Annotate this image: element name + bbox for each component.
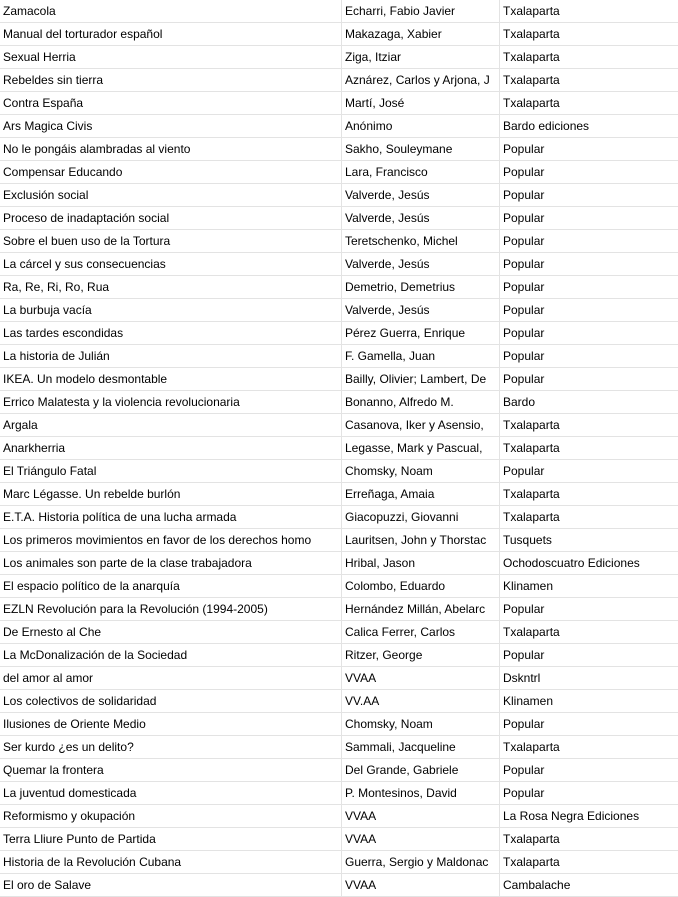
table-row[interactable] [0, 644, 678, 667]
title-cell[interactable]: Manual del torturador español [0, 23, 342, 45]
author-cell[interactable]: Casanova, Iker y Asensio, [342, 414, 500, 436]
title-cell[interactable]: El Triángulo Fatal [0, 460, 342, 482]
table-row[interactable] [0, 805, 678, 828]
publisher-cell[interactable]: Txalaparta [503, 487, 560, 501]
author-cell[interactable]: Hernández Millán, Abelarc [342, 598, 500, 620]
table-row[interactable] [0, 184, 678, 207]
author-cell[interactable]: Lauritsen, John y Thorstac [342, 529, 500, 551]
table-row[interactable] [0, 345, 678, 368]
table-row[interactable] [0, 667, 678, 690]
title-cell[interactable]: Argala [0, 414, 342, 436]
author-cell[interactable]: Echarri, Fabio Javier [342, 0, 500, 22]
table-row[interactable] [0, 529, 678, 552]
author-cell[interactable]: Giacopuzzi, Giovanni [342, 506, 500, 528]
publisher-cell[interactable]: Cambalache [503, 878, 571, 892]
title-cell[interactable]: EZLN Revolución para la Revolución (1994-2005) [0, 598, 342, 620]
publisher-cell[interactable]: Txalaparta [503, 73, 560, 87]
table-row[interactable] [0, 115, 678, 138]
title-cell[interactable]: Los animales son parte de la clase trabajadora [0, 552, 342, 574]
title-cell[interactable]: El espacio político de la anarquía [0, 575, 342, 597]
author-cell[interactable]: Bonanno, Alfredo M. [342, 391, 500, 413]
table-row[interactable] [0, 483, 678, 506]
publisher-cell[interactable]: Klinamen [503, 694, 554, 708]
author-cell[interactable]: VVAA [342, 874, 500, 896]
author-cell[interactable]: Valverde, Jesús [342, 207, 500, 229]
table-row[interactable] [0, 874, 678, 897]
publisher-cell[interactable]: Txalaparta [503, 96, 560, 110]
title-cell[interactable]: Zamacola [0, 0, 342, 22]
author-cell[interactable]: Makazaga, Xabier [342, 23, 500, 45]
publisher-cell[interactable]: Popular [503, 349, 545, 363]
author-cell[interactable]: Ritzer, George [342, 644, 500, 666]
publisher-cell[interactable]: Klinamen [503, 579, 554, 593]
author-cell[interactable]: Martí, José [342, 92, 500, 114]
author-cell[interactable]: Valverde, Jesús [342, 253, 500, 275]
author-cell[interactable]: Anónimo [342, 115, 500, 137]
title-cell[interactable]: Contra España [0, 92, 342, 114]
title-cell[interactable]: Terra Lliure Punto de Partida [0, 828, 342, 850]
publisher-cell[interactable]: Txalaparta [503, 740, 560, 754]
publisher-cell[interactable]: Popular [503, 165, 545, 179]
title-cell[interactable]: Los colectivos de solidaridad [0, 690, 342, 712]
author-cell[interactable]: Chomsky, Noam [342, 713, 500, 735]
title-cell[interactable]: E.T.A. Historia política de una lucha armada [0, 506, 342, 528]
title-cell[interactable]: Marc Légasse. Un rebelde burlón [0, 483, 342, 505]
title-cell[interactable]: Errico Malatesta y la violencia revolucionaria [0, 391, 342, 413]
title-cell[interactable]: Proceso de inadaptación social [0, 207, 342, 229]
publisher-cell[interactable]: Txalaparta [503, 855, 560, 869]
publisher-cell[interactable]: Popular [503, 280, 545, 294]
title-cell[interactable]: La historia de Julián [0, 345, 342, 367]
title-cell[interactable]: Sobre el buen uso de la Tortura [0, 230, 342, 252]
table-row[interactable] [0, 736, 678, 759]
author-cell[interactable]: Lara, Francisco [342, 161, 500, 183]
publisher-cell[interactable]: Txalaparta [503, 4, 560, 18]
publisher-cell[interactable]: Txalaparta [503, 27, 560, 41]
table-row[interactable] [0, 230, 678, 253]
author-cell[interactable]: VVAA [342, 667, 500, 689]
table-row[interactable] [0, 368, 678, 391]
table-row[interactable] [0, 506, 678, 529]
title-cell[interactable]: del amor al amor [0, 667, 342, 689]
author-cell[interactable]: Teretschenko, Michel [342, 230, 500, 252]
publisher-cell[interactable]: Ochodoscuatro Ediciones [503, 556, 640, 570]
author-cell[interactable]: Del Grande, Gabriele [342, 759, 500, 781]
publisher-cell[interactable]: Popular [503, 257, 545, 271]
author-cell[interactable]: Hribal, Jason [342, 552, 500, 574]
publisher-cell[interactable]: Popular [503, 648, 545, 662]
title-cell[interactable]: Las tardes escondidas [0, 322, 342, 344]
publisher-cell[interactable]: Txalaparta [503, 625, 560, 639]
table-row[interactable] [0, 621, 678, 644]
table-row[interactable] [0, 322, 678, 345]
table-row[interactable] [0, 713, 678, 736]
title-cell[interactable]: Compensar Educando [0, 161, 342, 183]
table-row[interactable] [0, 851, 678, 874]
publisher-cell[interactable]: Txalaparta [503, 441, 560, 455]
table-row[interactable] [0, 138, 678, 161]
title-cell[interactable]: Ra, Re, Ri, Ro, Rua [0, 276, 342, 298]
publisher-cell[interactable]: Popular [503, 464, 545, 478]
publisher-cell[interactable]: Bardo [503, 395, 536, 409]
author-cell[interactable]: Ziga, Itziar [342, 46, 500, 68]
table-row[interactable] [0, 460, 678, 483]
author-cell[interactable]: Sakho, Souleymane [342, 138, 500, 160]
table-row[interactable] [0, 552, 678, 575]
title-cell[interactable]: Historia de la Revolución Cubana [0, 851, 342, 873]
author-cell[interactable]: VVAA [342, 805, 500, 827]
publisher-cell[interactable]: Popular [503, 602, 545, 616]
publisher-cell[interactable]: Popular [503, 211, 545, 225]
title-cell[interactable]: Ilusiones de Oriente Medio [0, 713, 342, 735]
table-row[interactable] [0, 207, 678, 230]
title-cell[interactable]: El oro de Salave [0, 874, 342, 896]
table-row[interactable] [0, 69, 678, 92]
publisher-cell[interactable]: Popular [503, 372, 545, 386]
publisher-cell[interactable]: Popular [503, 763, 545, 777]
publisher-cell[interactable]: Bardo ediciones [503, 119, 590, 133]
table-row[interactable] [0, 253, 678, 276]
title-cell[interactable]: Ser kurdo ¿es un delito? [0, 736, 342, 758]
author-cell[interactable]: Erreñaga, Amaia [342, 483, 500, 505]
table-row[interactable] [0, 161, 678, 184]
author-cell[interactable]: Sammali, Jacqueline [342, 736, 500, 758]
publisher-cell[interactable]: Popular [503, 188, 545, 202]
table-row[interactable] [0, 437, 678, 460]
table-row[interactable] [0, 759, 678, 782]
author-cell[interactable]: Guerra, Sergio y Maldonac [342, 851, 500, 873]
title-cell[interactable]: Quemar la frontera [0, 759, 342, 781]
table-row[interactable] [0, 92, 678, 115]
publisher-cell[interactable]: Popular [503, 234, 545, 248]
publisher-cell[interactable]: Txalaparta [503, 510, 560, 524]
table-row[interactable] [0, 414, 678, 437]
publisher-cell[interactable]: Dskntrl [503, 671, 541, 685]
table-row[interactable] [0, 782, 678, 805]
title-cell[interactable]: No le pongáis alambradas al viento [0, 138, 342, 160]
publisher-cell[interactable]: Popular [503, 786, 545, 800]
author-cell[interactable]: Aznárez, Carlos y Arjona, J [342, 69, 500, 91]
title-cell[interactable]: La juventud domesticada [0, 782, 342, 804]
author-cell[interactable]: Valverde, Jesús [342, 299, 500, 321]
author-cell[interactable]: Colombo, Eduardo [342, 575, 500, 597]
table-row[interactable] [0, 299, 678, 322]
author-cell[interactable]: Legasse, Mark y Pascual, [342, 437, 500, 459]
table-row[interactable] [0, 391, 678, 414]
table-row[interactable] [0, 828, 678, 851]
author-cell[interactable]: F. Gamella, Juan [342, 345, 500, 367]
table-row[interactable] [0, 598, 678, 621]
publisher-cell[interactable]: Txalaparta [503, 418, 560, 432]
author-cell[interactable]: Pérez Guerra, Enrique [342, 322, 500, 344]
publisher-cell[interactable]: Popular [503, 717, 545, 731]
publisher-cell[interactable]: Tusquets [503, 533, 552, 547]
title-cell[interactable]: Anarkherria [0, 437, 342, 459]
author-cell[interactable]: Calica Ferrer, Carlos [342, 621, 500, 643]
table-row[interactable] [0, 690, 678, 713]
publisher-cell[interactable]: Txalaparta [503, 832, 560, 846]
author-cell[interactable]: Demetrio, Demetrius [342, 276, 500, 298]
table-row[interactable] [0, 23, 678, 46]
title-cell[interactable]: Ars Magica Civis [0, 115, 342, 137]
title-cell[interactable]: La burbuja vacía [0, 299, 342, 321]
title-cell[interactable]: De Ernesto al Che [0, 621, 342, 643]
publisher-cell[interactable]: Popular [503, 303, 545, 317]
title-cell[interactable]: Sexual Herria [0, 46, 342, 68]
title-cell[interactable]: La McDonalización de la Sociedad [0, 644, 342, 666]
table-row[interactable] [0, 46, 678, 69]
author-cell[interactable]: Chomsky, Noam [342, 460, 500, 482]
author-cell[interactable]: Valverde, Jesús [342, 184, 500, 206]
author-cell[interactable]: P. Montesinos, David [342, 782, 500, 804]
table-row[interactable] [0, 276, 678, 299]
author-cell[interactable]: VV.AA [342, 690, 500, 712]
title-cell[interactable]: Reformismo y okupación [0, 805, 342, 827]
title-cell[interactable]: Los primeros movimientos en favor de los derechos homo [0, 529, 342, 551]
table-row[interactable] [0, 575, 678, 598]
publisher-cell[interactable]: Popular [503, 142, 545, 156]
title-cell[interactable]: Exclusión social [0, 184, 342, 206]
title-cell[interactable]: IKEA. Un modelo desmontable [0, 368, 342, 390]
table-row[interactable] [0, 0, 678, 23]
publisher-cell[interactable]: Txalaparta [503, 50, 560, 64]
publisher-cell[interactable]: Popular [503, 326, 545, 340]
author-cell[interactable]: Bailly, Olivier; Lambert, De [342, 368, 500, 390]
title-cell[interactable]: La cárcel y sus consecuencias [0, 253, 342, 275]
title-cell[interactable]: Rebeldes sin tierra [0, 69, 342, 91]
author-cell[interactable]: VVAA [342, 828, 500, 850]
publisher-cell[interactable]: La Rosa Negra Ediciones [503, 809, 640, 823]
